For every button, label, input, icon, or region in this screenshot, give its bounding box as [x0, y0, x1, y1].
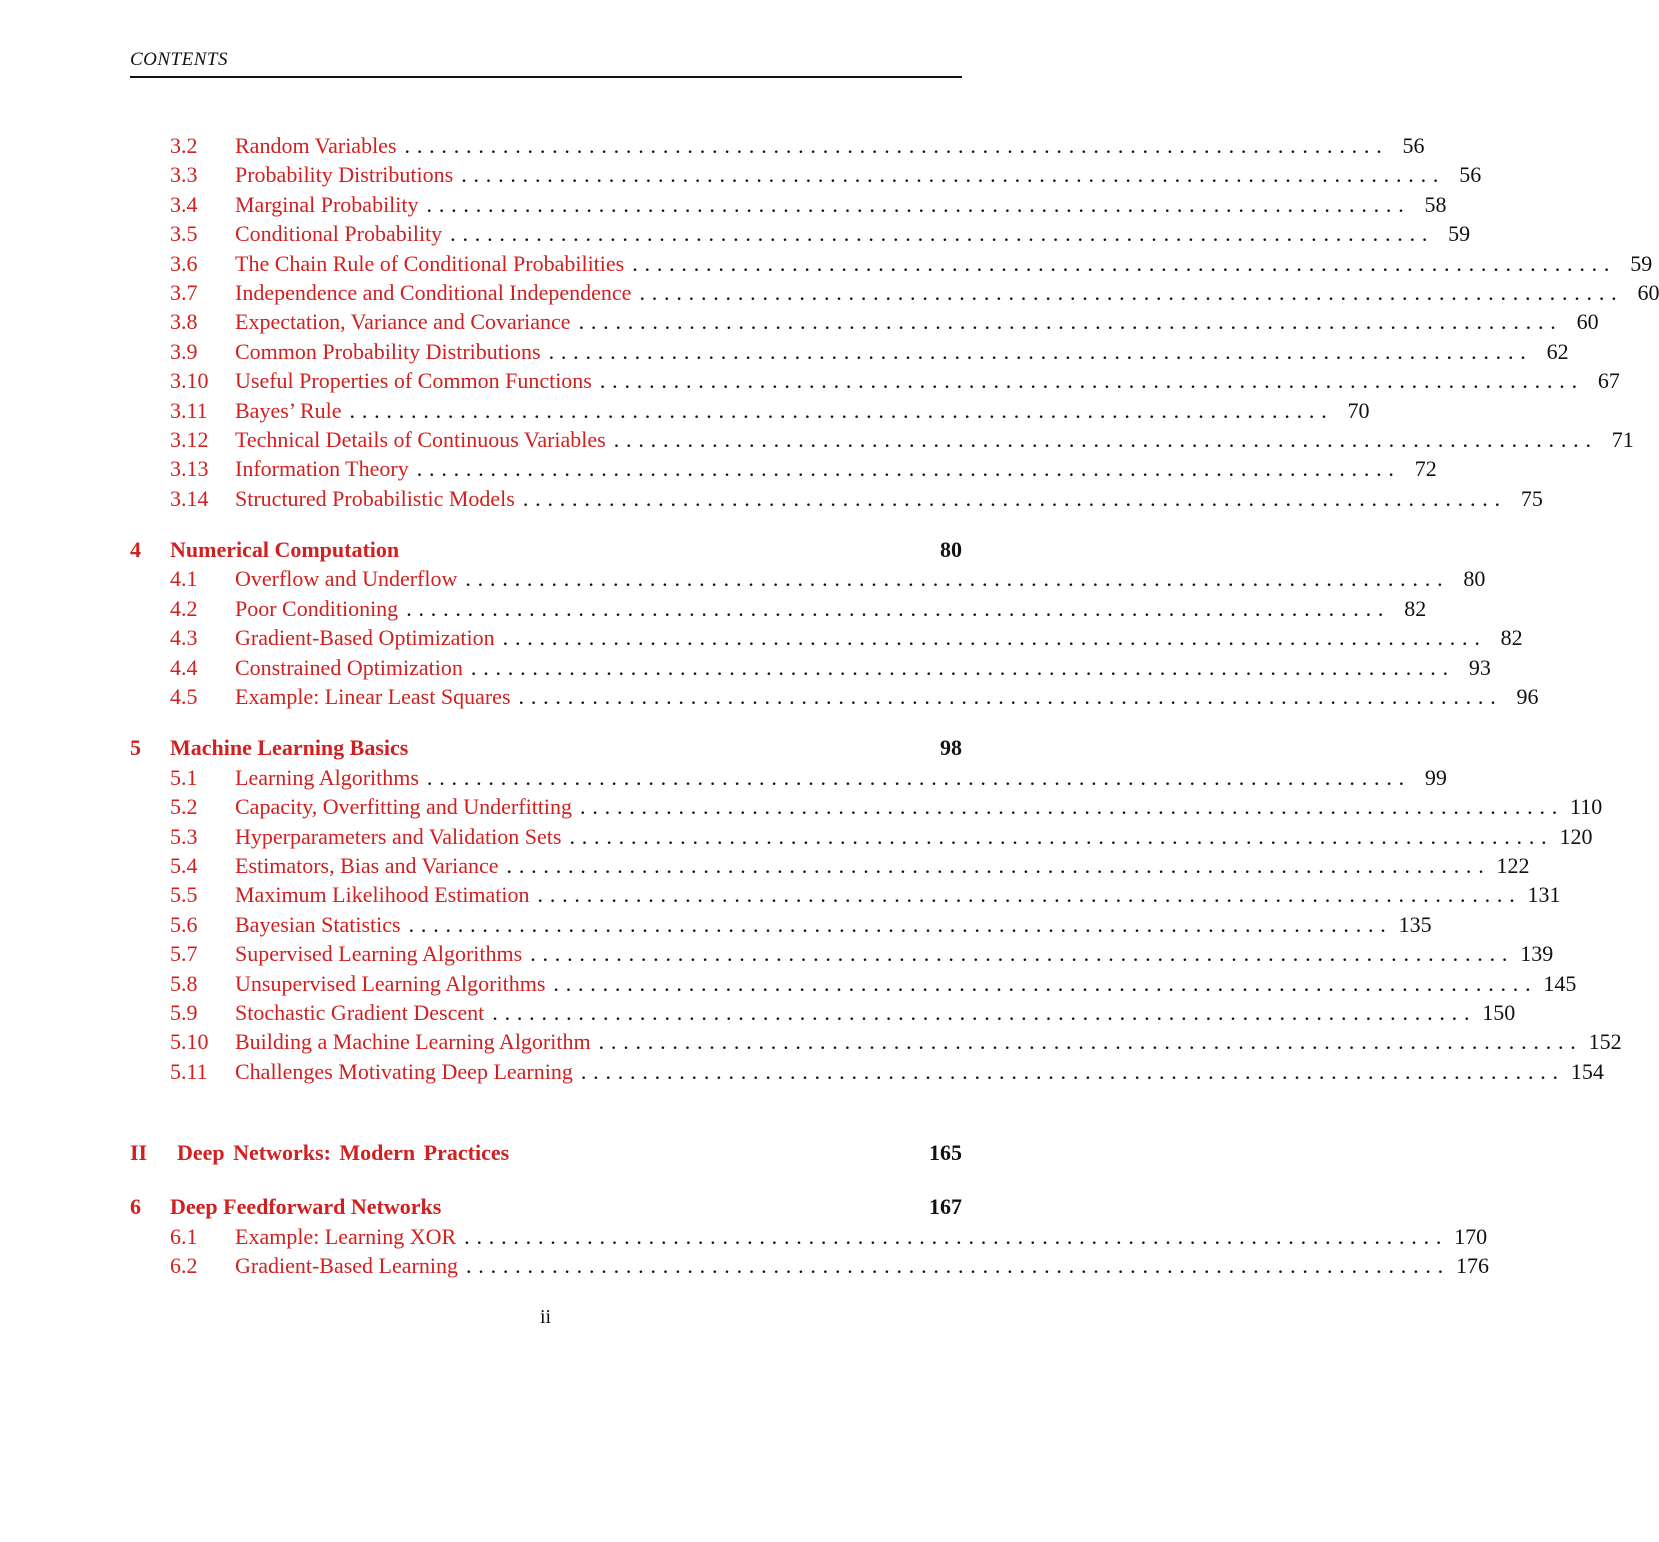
section-number: 6.2 [170, 1252, 198, 1278]
section-line [235, 160, 1482, 189]
section-number: 5.2 [170, 794, 198, 820]
section-title-link[interactable]: Maximum Likelihood Estimation [235, 882, 530, 908]
chapter-page-number: 98 [940, 735, 962, 761]
dot-leaders: ................................................................................ [502, 625, 1487, 651]
toc-section-entry[interactable] [130, 653, 1491, 682]
section-title-link[interactable]: Useful Properties of Common Functions [235, 368, 592, 394]
dot-leaders: ................................................................................ [548, 338, 1533, 364]
toc-section-entry[interactable] [130, 792, 1603, 821]
toc-chapter-entry[interactable] [130, 535, 962, 564]
toc-section-entry[interactable] [130, 910, 1432, 939]
section-list [130, 763, 1622, 1086]
toc-section-entry[interactable] [130, 851, 1530, 880]
section-line [235, 249, 1653, 278]
toc-section-entry[interactable] [130, 623, 1523, 652]
section-title-link[interactable]: Estimators, Bias and Variance [235, 852, 499, 878]
section-title-link[interactable]: Bayesian Statistics [235, 911, 401, 937]
chapter-page-number: 80 [940, 537, 962, 563]
section-title-link[interactable]: Poor Conditioning [235, 595, 399, 621]
part-title-link[interactable]: Deep Networks: Modern Practices [177, 1140, 510, 1166]
section-page-number: 139 [1520, 941, 1554, 967]
section-title-link[interactable]: Building a Machine Learning Algorithm [235, 1029, 591, 1055]
chapter-number: 5 [130, 735, 141, 761]
section-line [235, 1057, 1604, 1086]
section-list [130, 131, 1659, 513]
dot-leaders: ................................................................................ [450, 221, 1435, 247]
dot-leaders: ................................................................................ [506, 852, 1491, 878]
section-page-number: 122 [1496, 852, 1530, 878]
dot-leaders: ................................................................................ [580, 794, 1565, 820]
section-title-link[interactable]: Random Variables [235, 133, 397, 158]
section-page-number: 56 [1459, 162, 1482, 188]
section-line [235, 998, 1516, 1027]
section-title-link[interactable]: Information Theory [235, 456, 409, 482]
section-title-link[interactable]: Challenges Motivating Deep Learning [235, 1058, 573, 1084]
section-list [130, 1222, 1489, 1281]
toc-section-entry[interactable] [130, 131, 1425, 160]
section-line [235, 484, 1543, 513]
section-line [235, 880, 1561, 909]
toc-section-entry[interactable] [130, 366, 1620, 395]
section-page-number: 71 [1611, 426, 1634, 452]
section-page-number: 56 [1402, 133, 1425, 158]
section-page-number: 67 [1597, 368, 1620, 394]
section-number: 5.1 [170, 764, 198, 790]
chapter-title-link[interactable]: Numerical Computation [170, 537, 400, 563]
section-line [235, 278, 1659, 307]
dot-leaders: ................................................................................ [470, 654, 1455, 680]
page-footer [0, 1306, 1091, 1329]
section-number: 3.3 [170, 162, 198, 188]
dot-leaders: ................................................................................ [461, 162, 1446, 188]
section-number: 3.13 [170, 456, 209, 482]
section-title-link[interactable]: Bayes’ Rule [235, 397, 342, 423]
part-page-number: 165 [929, 1140, 962, 1166]
toc-section-entry[interactable] [130, 219, 1471, 248]
dot-leaders: ................................................................................ [580, 1058, 1565, 1084]
dot-leaders: ................................................................................ [518, 684, 1503, 710]
chapter-number: 6 [130, 1194, 141, 1220]
toc-section-entry[interactable] [130, 880, 1561, 909]
section-title-link[interactable]: Overflow and Underflow [235, 566, 458, 592]
section-number: 3.14 [170, 485, 209, 511]
section-number: 3.4 [170, 191, 198, 217]
dot-leaders: ................................................................................ [406, 595, 1391, 621]
section-page-number: 82 [1404, 595, 1427, 621]
section-page-number: 72 [1414, 456, 1437, 482]
section-page-number: 60 [1576, 309, 1599, 335]
section-number: 3.9 [170, 338, 198, 364]
section-number: 5.11 [170, 1058, 208, 1084]
dot-leaders: ................................................................................ [639, 279, 1624, 305]
section-page-number: 110 [1570, 794, 1603, 820]
dot-leaders: ................................................................................ [416, 456, 1401, 482]
section-page-number: 59 [1448, 221, 1471, 247]
section-line [235, 851, 1530, 880]
section-line [235, 1251, 1489, 1280]
section-title-link[interactable]: Supervised Learning Algorithms [235, 941, 523, 967]
section-line [235, 307, 1599, 336]
section-page-number: 154 [1570, 1058, 1604, 1084]
dot-leaders: ................................................................................ [426, 764, 1411, 790]
section-line [235, 822, 1593, 851]
section-number: 5.10 [170, 1029, 209, 1055]
section-list [130, 564, 1539, 711]
chapter-number: 4 [130, 537, 141, 563]
section-title-link[interactable]: Hyperparameters and Validation Sets [235, 823, 562, 849]
section-number: 4.4 [170, 654, 198, 680]
chapter-title-link[interactable]: Machine Learning Basics [170, 735, 409, 761]
toc-section-entry[interactable] [130, 682, 1539, 711]
toc-section-entry[interactable] [130, 454, 1437, 483]
section-line [235, 337, 1569, 366]
section-page-number: 96 [1516, 684, 1539, 710]
section-number: 3.6 [170, 250, 198, 276]
section-title-link[interactable]: Structured Probabilistic Models [235, 485, 515, 511]
dot-leaders: ................................................................................ [492, 999, 1477, 1025]
section-number: 5.5 [170, 882, 198, 908]
dot-leaders: ................................................................................ [598, 1029, 1583, 1055]
section-line [235, 564, 1486, 593]
section-page-number: 80 [1463, 566, 1486, 592]
section-line [235, 939, 1554, 968]
section-title-link[interactable]: Marginal Probability [235, 191, 419, 217]
toc-section-entry[interactable] [130, 1057, 1604, 1086]
section-number: 5.6 [170, 911, 198, 937]
section-title-link[interactable]: Example: Linear Least Squares [235, 684, 511, 710]
section-line [235, 366, 1620, 395]
dot-leaders: ................................................................................ [553, 970, 1538, 996]
chapter-title-link[interactable]: Deep Feedforward Networks [170, 1194, 442, 1220]
section-page-number: 58 [1424, 191, 1447, 217]
table-of-contents [130, 131, 1659, 1280]
dot-leaders: ................................................................................ [465, 566, 1450, 592]
toc-section-entry[interactable] [130, 190, 1447, 219]
section-line [235, 190, 1447, 219]
toc-section-entry[interactable] [130, 564, 1486, 593]
toc-section-entry[interactable] [130, 969, 1577, 998]
section-title-link[interactable]: Gradient-Based Learning [235, 1252, 458, 1278]
dot-leaders: ................................................................................ [464, 1223, 1449, 1249]
section-line [235, 653, 1491, 682]
section-page-number: 120 [1559, 823, 1593, 849]
section-number: 6.1 [170, 1223, 198, 1249]
toc-section-entry[interactable] [130, 939, 1554, 968]
toc-section-entry[interactable] [130, 822, 1593, 851]
running-header-title: CONTENTS [130, 49, 228, 70]
section-number: 3.8 [170, 309, 198, 335]
section-page-number: 152 [1588, 1029, 1622, 1055]
section-title-link[interactable]: Conditional Probability [235, 221, 443, 247]
section-title-link[interactable]: Unsupervised Learning Algorithms [235, 970, 546, 996]
toc-section-entry[interactable] [130, 249, 1653, 278]
section-number: 3.2 [170, 133, 198, 158]
toc-section-entry[interactable] [130, 763, 1447, 792]
section-title-link[interactable]: Common Probability Distributions [235, 338, 541, 364]
section-number: 3.11 [170, 397, 208, 423]
toc-section-entry[interactable] [130, 1251, 1489, 1280]
dot-leaders: ................................................................................ [404, 133, 1389, 158]
dot-leaders: ................................................................................ [578, 309, 1563, 335]
section-line [235, 425, 1634, 454]
section-page-number: 70 [1347, 397, 1370, 423]
section-page-number: 99 [1424, 764, 1447, 790]
section-number: 5.4 [170, 852, 198, 878]
section-page-number: 145 [1543, 970, 1577, 996]
section-page-number: 131 [1527, 882, 1561, 908]
section-number: 5.8 [170, 970, 198, 996]
section-number: 5.7 [170, 941, 198, 967]
folio-page-number: ii [539, 1306, 552, 1328]
toc-section-entry[interactable] [130, 337, 1569, 366]
toc-chapter-entry[interactable] [130, 1192, 962, 1221]
toc-section-entry[interactable] [130, 160, 1482, 189]
dot-leaders: ................................................................................ [530, 941, 1515, 967]
section-number: 5.9 [170, 999, 198, 1025]
section-number: 3.7 [170, 279, 198, 305]
dot-leaders: ................................................................................ [465, 1252, 1450, 1278]
section-number: 4.1 [170, 566, 198, 592]
section-page-number: 75 [1520, 485, 1543, 511]
part-number: II [130, 1140, 148, 1166]
section-number: 3.5 [170, 221, 198, 247]
toc-section-entry[interactable] [130, 425, 1634, 454]
section-line [235, 623, 1523, 652]
section-title-link[interactable]: Probability Distributions [235, 162, 454, 188]
section-page-number: 170 [1454, 1223, 1488, 1249]
section-number: 4.3 [170, 625, 198, 651]
dot-leaders: ................................................................................ [349, 397, 1334, 423]
section-number: 3.10 [170, 368, 209, 394]
dot-leaders: ................................................................................ [569, 823, 1554, 849]
section-page-number: 60 [1637, 279, 1659, 305]
dot-leaders: ................................................................................ [632, 250, 1617, 276]
section-line [235, 396, 1370, 425]
section-number: 3.12 [170, 426, 209, 452]
toc-chapter-entry[interactable] [130, 733, 962, 762]
toc-section-entry[interactable] [130, 998, 1516, 1027]
section-page-number: 62 [1546, 338, 1569, 364]
section-title-link[interactable]: Capacity, Overfitting and Underfitting [235, 794, 573, 820]
section-number: 5.3 [170, 823, 198, 849]
section-title-link[interactable]: Learning Algorithms [235, 764, 419, 790]
section-line [235, 682, 1539, 711]
section-page-number: 150 [1482, 999, 1516, 1025]
toc-section-entry[interactable] [130, 1222, 1488, 1251]
toc-part-entry[interactable] [130, 1138, 962, 1170]
section-title-link[interactable]: Stochastic Gradient Descent [235, 999, 485, 1025]
section-line [235, 763, 1447, 792]
toc-section-entry[interactable] [130, 594, 1427, 623]
dot-leaders: ................................................................................ [537, 882, 1522, 908]
section-title-link[interactable]: Technical Details of Continuous Variables [235, 426, 606, 452]
dot-leaders: ................................................................................ [599, 368, 1584, 394]
section-page-number: 93 [1468, 654, 1491, 680]
section-title-link[interactable]: The Chain Rule of Conditional Probabilities [235, 250, 625, 276]
section-page-number: 82 [1500, 625, 1523, 651]
section-page-number: 176 [1455, 1252, 1489, 1278]
section-title-link[interactable]: Expectation, Variance and Covariance [235, 309, 571, 335]
dot-leaders: ................................................................................ [613, 426, 1598, 452]
section-line [235, 792, 1603, 821]
section-line [235, 969, 1577, 998]
chapter-page-number: 167 [929, 1194, 962, 1220]
section-title-link[interactable]: Constrained Optimization [235, 654, 463, 680]
section-page-number: 135 [1398, 911, 1432, 937]
section-title-link[interactable]: Example: Learning XOR [235, 1223, 457, 1249]
toc-section-entry[interactable] [130, 307, 1599, 336]
section-line [235, 131, 1425, 160]
section-line [235, 454, 1437, 483]
dot-leaders: ................................................................................ [408, 911, 1393, 937]
section-line [235, 910, 1432, 939]
section-title-link[interactable]: Independence and Conditional Independence [235, 279, 632, 305]
section-number: 4.5 [170, 684, 198, 710]
dot-leaders: ................................................................................ [522, 485, 1507, 511]
dot-leaders: ................................................................................ [426, 191, 1411, 217]
section-line [235, 594, 1427, 623]
running-header [130, 50, 962, 78]
section-page-number: 59 [1630, 250, 1653, 276]
section-line [235, 219, 1471, 248]
toc-section-entry[interactable] [130, 1027, 1622, 1056]
section-title-link[interactable]: Gradient-Based Optimization [235, 625, 495, 651]
toc-section-entry[interactable] [130, 484, 1543, 513]
section-line [235, 1027, 1622, 1056]
toc-section-entry[interactable] [130, 396, 1370, 425]
section-line [235, 1222, 1488, 1251]
section-number: 4.2 [170, 595, 198, 621]
toc-section-entry[interactable] [130, 278, 1659, 307]
